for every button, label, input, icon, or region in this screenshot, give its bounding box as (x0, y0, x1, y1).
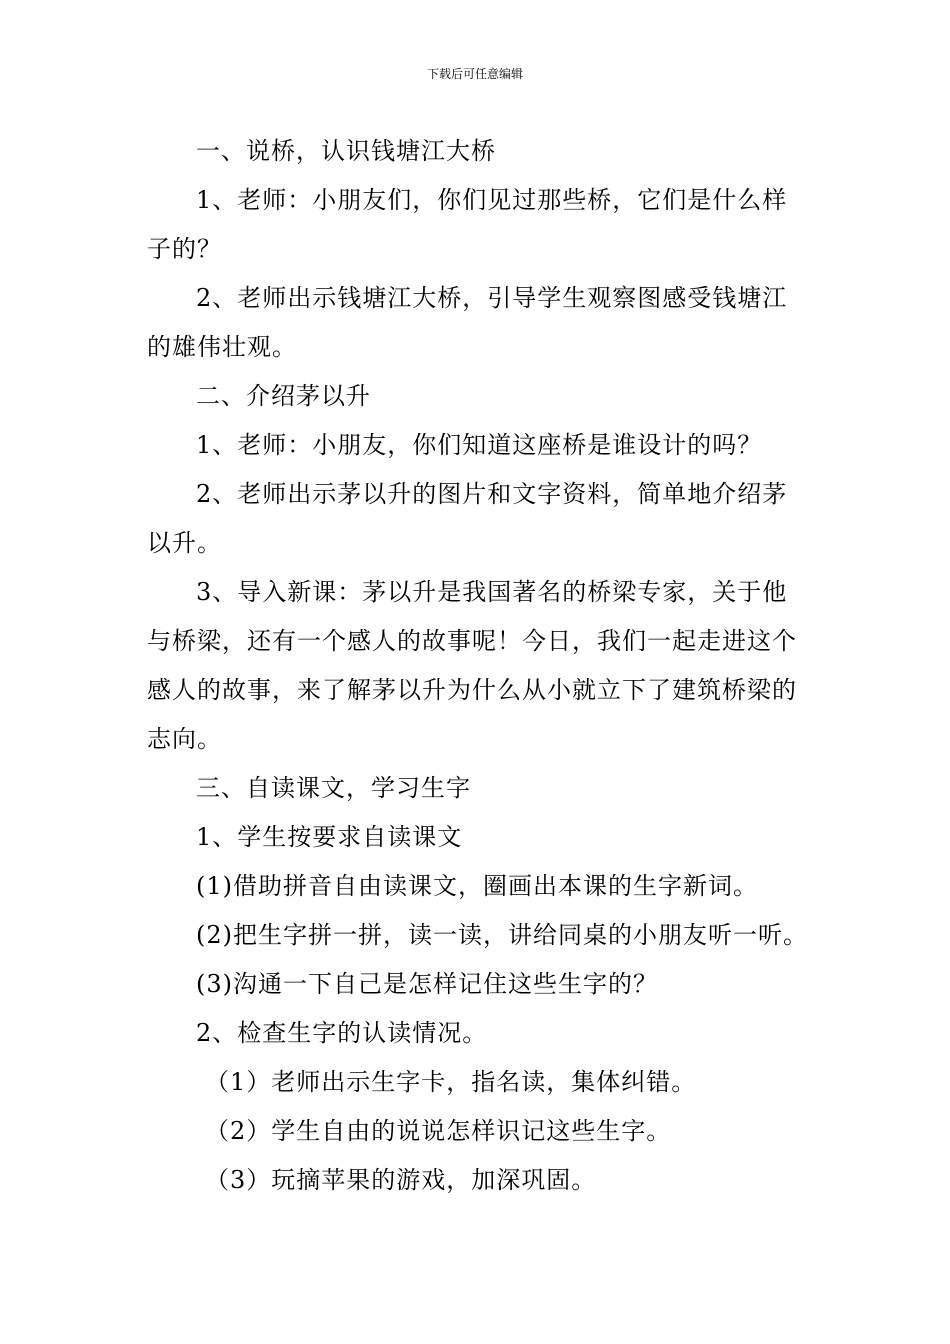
paragraph: 3、导入新课：茅以升是我国著名的桥梁专家，关于他与桥梁，还有一个感人的故事呢！今日，我们一起走进这个感人的故事，来了解茅以升为什么从小就立下了建筑桥梁的志向。 (147, 578, 797, 753)
document-body (147, 127, 812, 1205)
list-item: (1)借助拼音自由读课文，圈画出本课的生字新词。 (196, 872, 758, 900)
section-heading-1: 一、说桥，认识钱塘江大桥 (196, 137, 496, 165)
paragraph: 2、老师出示钱塘江大桥，引导学生观察图感受钱塘江的雄伟壮观。 (147, 284, 788, 361)
list-item: （2）学生自由的说说怎样识记这些生字。 (205, 1117, 672, 1145)
paragraph: 1、老师：小朋友，你们知道这座桥是谁设计的吗？ (196, 431, 763, 459)
list-item: （1）老师出示生字卡，指名读，集体纠错。 (205, 1068, 697, 1096)
paragraph: 1、学生按要求自读课文 (196, 823, 463, 851)
page-header-note: 下载后可任意编辑 (426, 67, 523, 81)
list-item: (3)沟通一下自己是怎样记住这些生字的？ (196, 970, 658, 998)
list-item: （3）玩摘苹果的游戏，加深巩固。 (205, 1166, 597, 1194)
paragraph: 1、老师：小朋友们，你们见过那些桥，它们是什么样子的？ (147, 186, 788, 263)
paragraph: 2、检查生字的认读情况。 (196, 1019, 488, 1047)
section-heading-3: 三、自读课文，学习生字 (196, 774, 471, 802)
section-heading-2: 二、介绍茅以升 (196, 382, 371, 410)
paragraph: 2、老师出示茅以升的图片和文字资料，简单地介绍茅以升。 (147, 480, 788, 557)
list-item: (2)把生字拼一拼，读一读，讲给同桌的小朋友听一听。 (196, 921, 808, 949)
